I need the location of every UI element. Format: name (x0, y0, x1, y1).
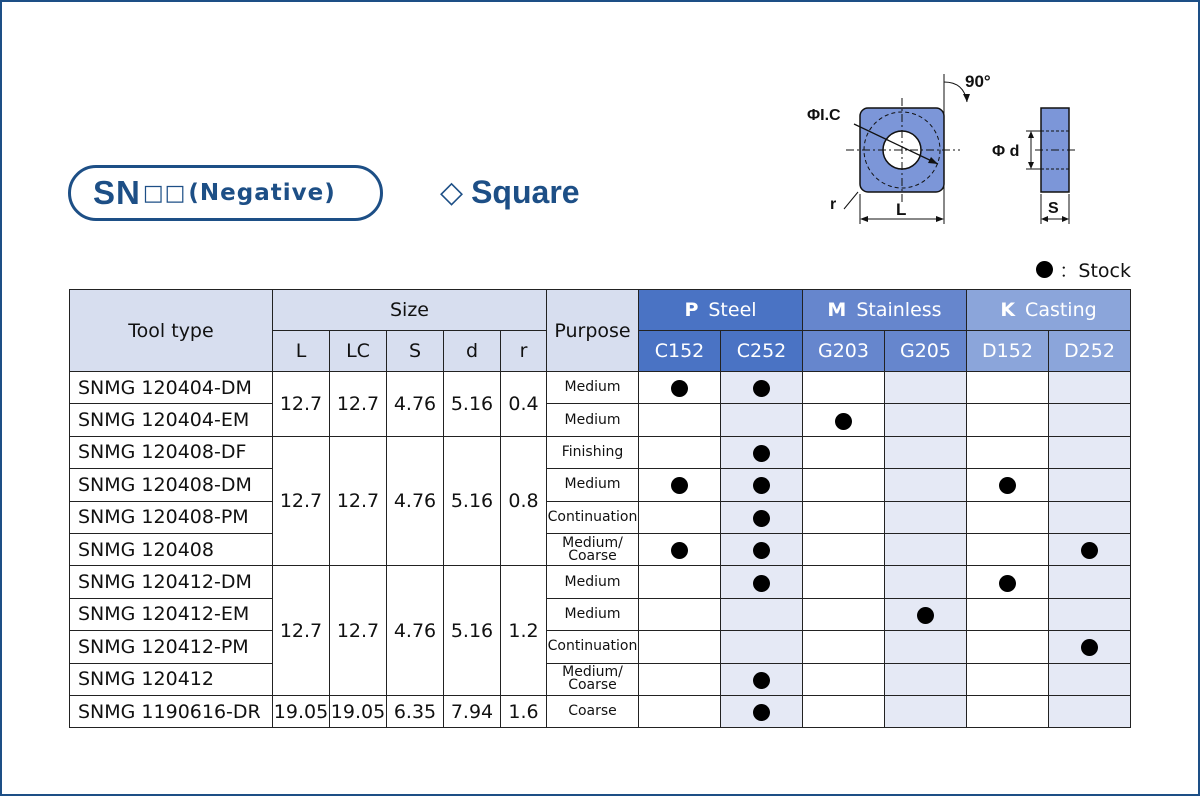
stock-dot-icon (753, 510, 770, 527)
header-purpose: Purpose (547, 290, 639, 372)
stock-cell-g203 (803, 533, 885, 565)
size-lc-cell: 12.7 (330, 372, 387, 437)
header-group-p: P Steel (639, 290, 803, 331)
size-l-cell: 12.7 (273, 566, 330, 696)
tool-type-cell: SNMG 120408-PM (70, 501, 273, 533)
stock-cell-g203 (803, 598, 885, 630)
header-size-d: d (444, 331, 501, 372)
table-row (70, 533, 1131, 565)
stock-cell-c252 (721, 469, 803, 501)
purpose-cell: Finishing (547, 436, 639, 468)
stock-cell-d252 (1049, 469, 1131, 501)
stock-cell-c252 (721, 404, 803, 436)
stock-cell-g203 (803, 372, 885, 404)
tool-type-cell: SNMG 120408-DM (70, 469, 273, 501)
stock-cell-c152 (639, 663, 721, 695)
stock-cell-g203 (803, 501, 885, 533)
insert-top-view (807, 72, 991, 224)
series-title-badge (68, 165, 383, 221)
stock-cell-d152 (967, 404, 1049, 436)
stock-cell-d252 (1049, 631, 1131, 663)
table-row (70, 566, 1131, 598)
header-grade-c152: C152 (639, 331, 721, 372)
stock-dot-icon (835, 413, 852, 430)
stock-cell-g203 (803, 631, 885, 663)
stock-cell-g205 (885, 469, 967, 501)
stock-dot-icon (753, 477, 770, 494)
header-grade-d252: D252 (1049, 331, 1131, 372)
stock-cell-d252 (1049, 404, 1131, 436)
stock-cell-c252 (721, 372, 803, 404)
size-r-cell: 0.8 (501, 436, 547, 566)
header-size: Size (273, 290, 547, 331)
header-size-l: L (273, 331, 330, 372)
size-lc-cell: 19.05 (330, 695, 387, 727)
header-grade-g205: G205 (885, 331, 967, 372)
tool-type-cell: SNMG 120408 (70, 533, 273, 565)
stock-dot-icon (999, 477, 1016, 494)
table-row (70, 695, 1131, 727)
stock-cell-g203 (803, 695, 885, 727)
purpose-cell: Medium (547, 469, 639, 501)
purpose-cell: Medium (547, 598, 639, 630)
size-r-cell: 1.2 (501, 566, 547, 696)
table-row (70, 404, 1131, 436)
header-grade-g203: G203 (803, 331, 885, 372)
size-r-cell: 0.4 (501, 372, 547, 437)
stock-dot-icon (1081, 639, 1098, 656)
header-grade-c252: C252 (721, 331, 803, 372)
diamond-icon: ◇ (440, 176, 464, 209)
size-l-cell: 19.05 (273, 695, 330, 727)
size-s-cell: 4.76 (387, 436, 444, 566)
stock-cell-c152 (639, 372, 721, 404)
stock-cell-d152 (967, 598, 1049, 630)
header-group-m: M Stainless (803, 290, 967, 331)
header-size-s: S (387, 331, 444, 372)
stock-cell-d252 (1049, 566, 1131, 598)
stock-cell-c252 (721, 566, 803, 598)
insert-diagram (792, 64, 1112, 234)
size-d-cell: 5.16 (444, 566, 501, 696)
d-label: Φ d (992, 143, 1020, 160)
shape-name: Square (471, 174, 580, 210)
purpose-cell: Continuation (547, 501, 639, 533)
stock-cell-g205 (885, 663, 967, 695)
stock-cell-d152 (967, 501, 1049, 533)
stock-dot-icon (671, 477, 688, 494)
size-l-cell: 12.7 (273, 372, 330, 437)
stock-dot-icon (753, 542, 770, 559)
stock-cell-d252 (1049, 501, 1131, 533)
stock-legend-label: ：Stock (1059, 260, 1131, 282)
size-s-cell: 4.76 (387, 372, 444, 437)
spec-table (69, 289, 1131, 728)
stock-dot-icon (753, 575, 770, 592)
tool-type-cell: SNMG 120412-EM (70, 598, 273, 630)
header-group-k: K Casting (967, 290, 1131, 331)
stock-cell-g203 (803, 436, 885, 468)
size-lc-cell: 12.7 (330, 436, 387, 566)
stock-legend (1036, 256, 1131, 283)
stock-cell-c252 (721, 598, 803, 630)
series-placeholder-boxes: □□ (142, 180, 187, 206)
insert-side-view (992, 108, 1075, 224)
s-label: S (1048, 200, 1059, 217)
purpose-cell: Medium/ Coarse (547, 663, 639, 695)
stock-cell-c152 (639, 598, 721, 630)
tool-type-cell: SNMG 120404-DM (70, 372, 273, 404)
purpose-cell: Continuation (547, 631, 639, 663)
header-tool-type: Tool type (70, 290, 273, 372)
size-lc-cell: 12.7 (330, 566, 387, 696)
stock-dot-icon (1081, 542, 1098, 559)
table-row (70, 436, 1131, 468)
stock-cell-d252 (1049, 372, 1131, 404)
stock-cell-c252 (721, 631, 803, 663)
stock-dot-icon (999, 575, 1016, 592)
stock-cell-g205 (885, 501, 967, 533)
stock-cell-g205 (885, 598, 967, 630)
stock-dot-icon (753, 672, 770, 689)
tool-type-cell: SNMG 120408-DF (70, 436, 273, 468)
stock-cell-g203 (803, 404, 885, 436)
size-d-cell: 5.16 (444, 372, 501, 437)
size-d-cell: 5.16 (444, 436, 501, 566)
stock-cell-c252 (721, 436, 803, 468)
table-row (70, 372, 1131, 404)
stock-cell-d152 (967, 372, 1049, 404)
stock-cell-c252 (721, 695, 803, 727)
header-grade-d152: D152 (967, 331, 1049, 372)
stock-cell-g203 (803, 566, 885, 598)
header-size-lc: LC (330, 331, 387, 372)
stock-dot-icon (753, 380, 770, 397)
stock-cell-g203 (803, 469, 885, 501)
size-s-cell: 6.35 (387, 695, 444, 727)
series-type: (Negative) (188, 180, 336, 206)
stock-cell-c152 (639, 404, 721, 436)
tool-type-cell: SNMG 1190616-DR (70, 695, 273, 727)
stock-cell-c152 (639, 501, 721, 533)
table-row (70, 469, 1131, 501)
stock-dot-icon (753, 704, 770, 721)
ic-label: ΦI.C (807, 107, 841, 124)
table-row (70, 663, 1131, 695)
purpose-cell: Medium/ Coarse (547, 533, 639, 565)
stock-dot-icon (753, 445, 770, 462)
size-r-cell: 1.6 (501, 695, 547, 727)
stock-cell-d252 (1049, 598, 1131, 630)
l-label: L (896, 200, 907, 219)
stock-cell-g205 (885, 436, 967, 468)
stock-cell-d152 (967, 663, 1049, 695)
stock-cell-d152 (967, 533, 1049, 565)
stock-cell-d152 (967, 695, 1049, 727)
tool-type-cell: SNMG 120412 (70, 663, 273, 695)
stock-cell-g205 (885, 695, 967, 727)
stock-cell-c252 (721, 533, 803, 565)
r-label: r (830, 196, 837, 213)
tool-type-cell: SNMG 120404-EM (70, 404, 273, 436)
stock-cell-c152 (639, 533, 721, 565)
stock-cell-g205 (885, 533, 967, 565)
table-row (70, 501, 1131, 533)
stock-cell-c152 (639, 695, 721, 727)
header-size-r: r (501, 331, 547, 372)
stock-cell-c152 (639, 469, 721, 501)
shape-label (440, 174, 580, 211)
stock-dot-icon (671, 542, 688, 559)
stock-cell-g205 (885, 566, 967, 598)
stock-cell-c152 (639, 436, 721, 468)
stock-cell-c252 (721, 501, 803, 533)
series-code: SN (93, 174, 141, 211)
purpose-cell: Medium (547, 566, 639, 598)
purpose-cell: Medium (547, 404, 639, 436)
stock-cell-d152 (967, 436, 1049, 468)
stock-cell-d252 (1049, 436, 1131, 468)
stock-cell-d252 (1049, 695, 1131, 727)
stock-cell-c152 (639, 566, 721, 598)
table-row (70, 631, 1131, 663)
stock-cell-d252 (1049, 533, 1131, 565)
table-row (70, 598, 1131, 630)
stock-cell-d252 (1049, 663, 1131, 695)
purpose-cell: Medium (547, 372, 639, 404)
stock-cell-d152 (967, 469, 1049, 501)
spec-table-body (70, 372, 1131, 728)
size-s-cell: 4.76 (387, 566, 444, 696)
stock-cell-d152 (967, 566, 1049, 598)
stock-cell-c252 (721, 663, 803, 695)
stock-cell-d152 (967, 631, 1049, 663)
stock-cell-g205 (885, 404, 967, 436)
stock-dot-icon (917, 607, 934, 624)
purpose-cell: Coarse (547, 695, 639, 727)
tool-type-cell: SNMG 120412-PM (70, 631, 273, 663)
stock-cell-g203 (803, 663, 885, 695)
tool-type-cell: SNMG 120412-DM (70, 566, 273, 598)
size-l-cell: 12.7 (273, 436, 330, 566)
angle-label: 90° (965, 72, 991, 91)
stock-dot-icon (671, 380, 688, 397)
stock-cell-c152 (639, 631, 721, 663)
stock-dot-icon (1036, 261, 1053, 278)
size-d-cell: 7.94 (444, 695, 501, 727)
stock-cell-g205 (885, 372, 967, 404)
stock-cell-g205 (885, 631, 967, 663)
